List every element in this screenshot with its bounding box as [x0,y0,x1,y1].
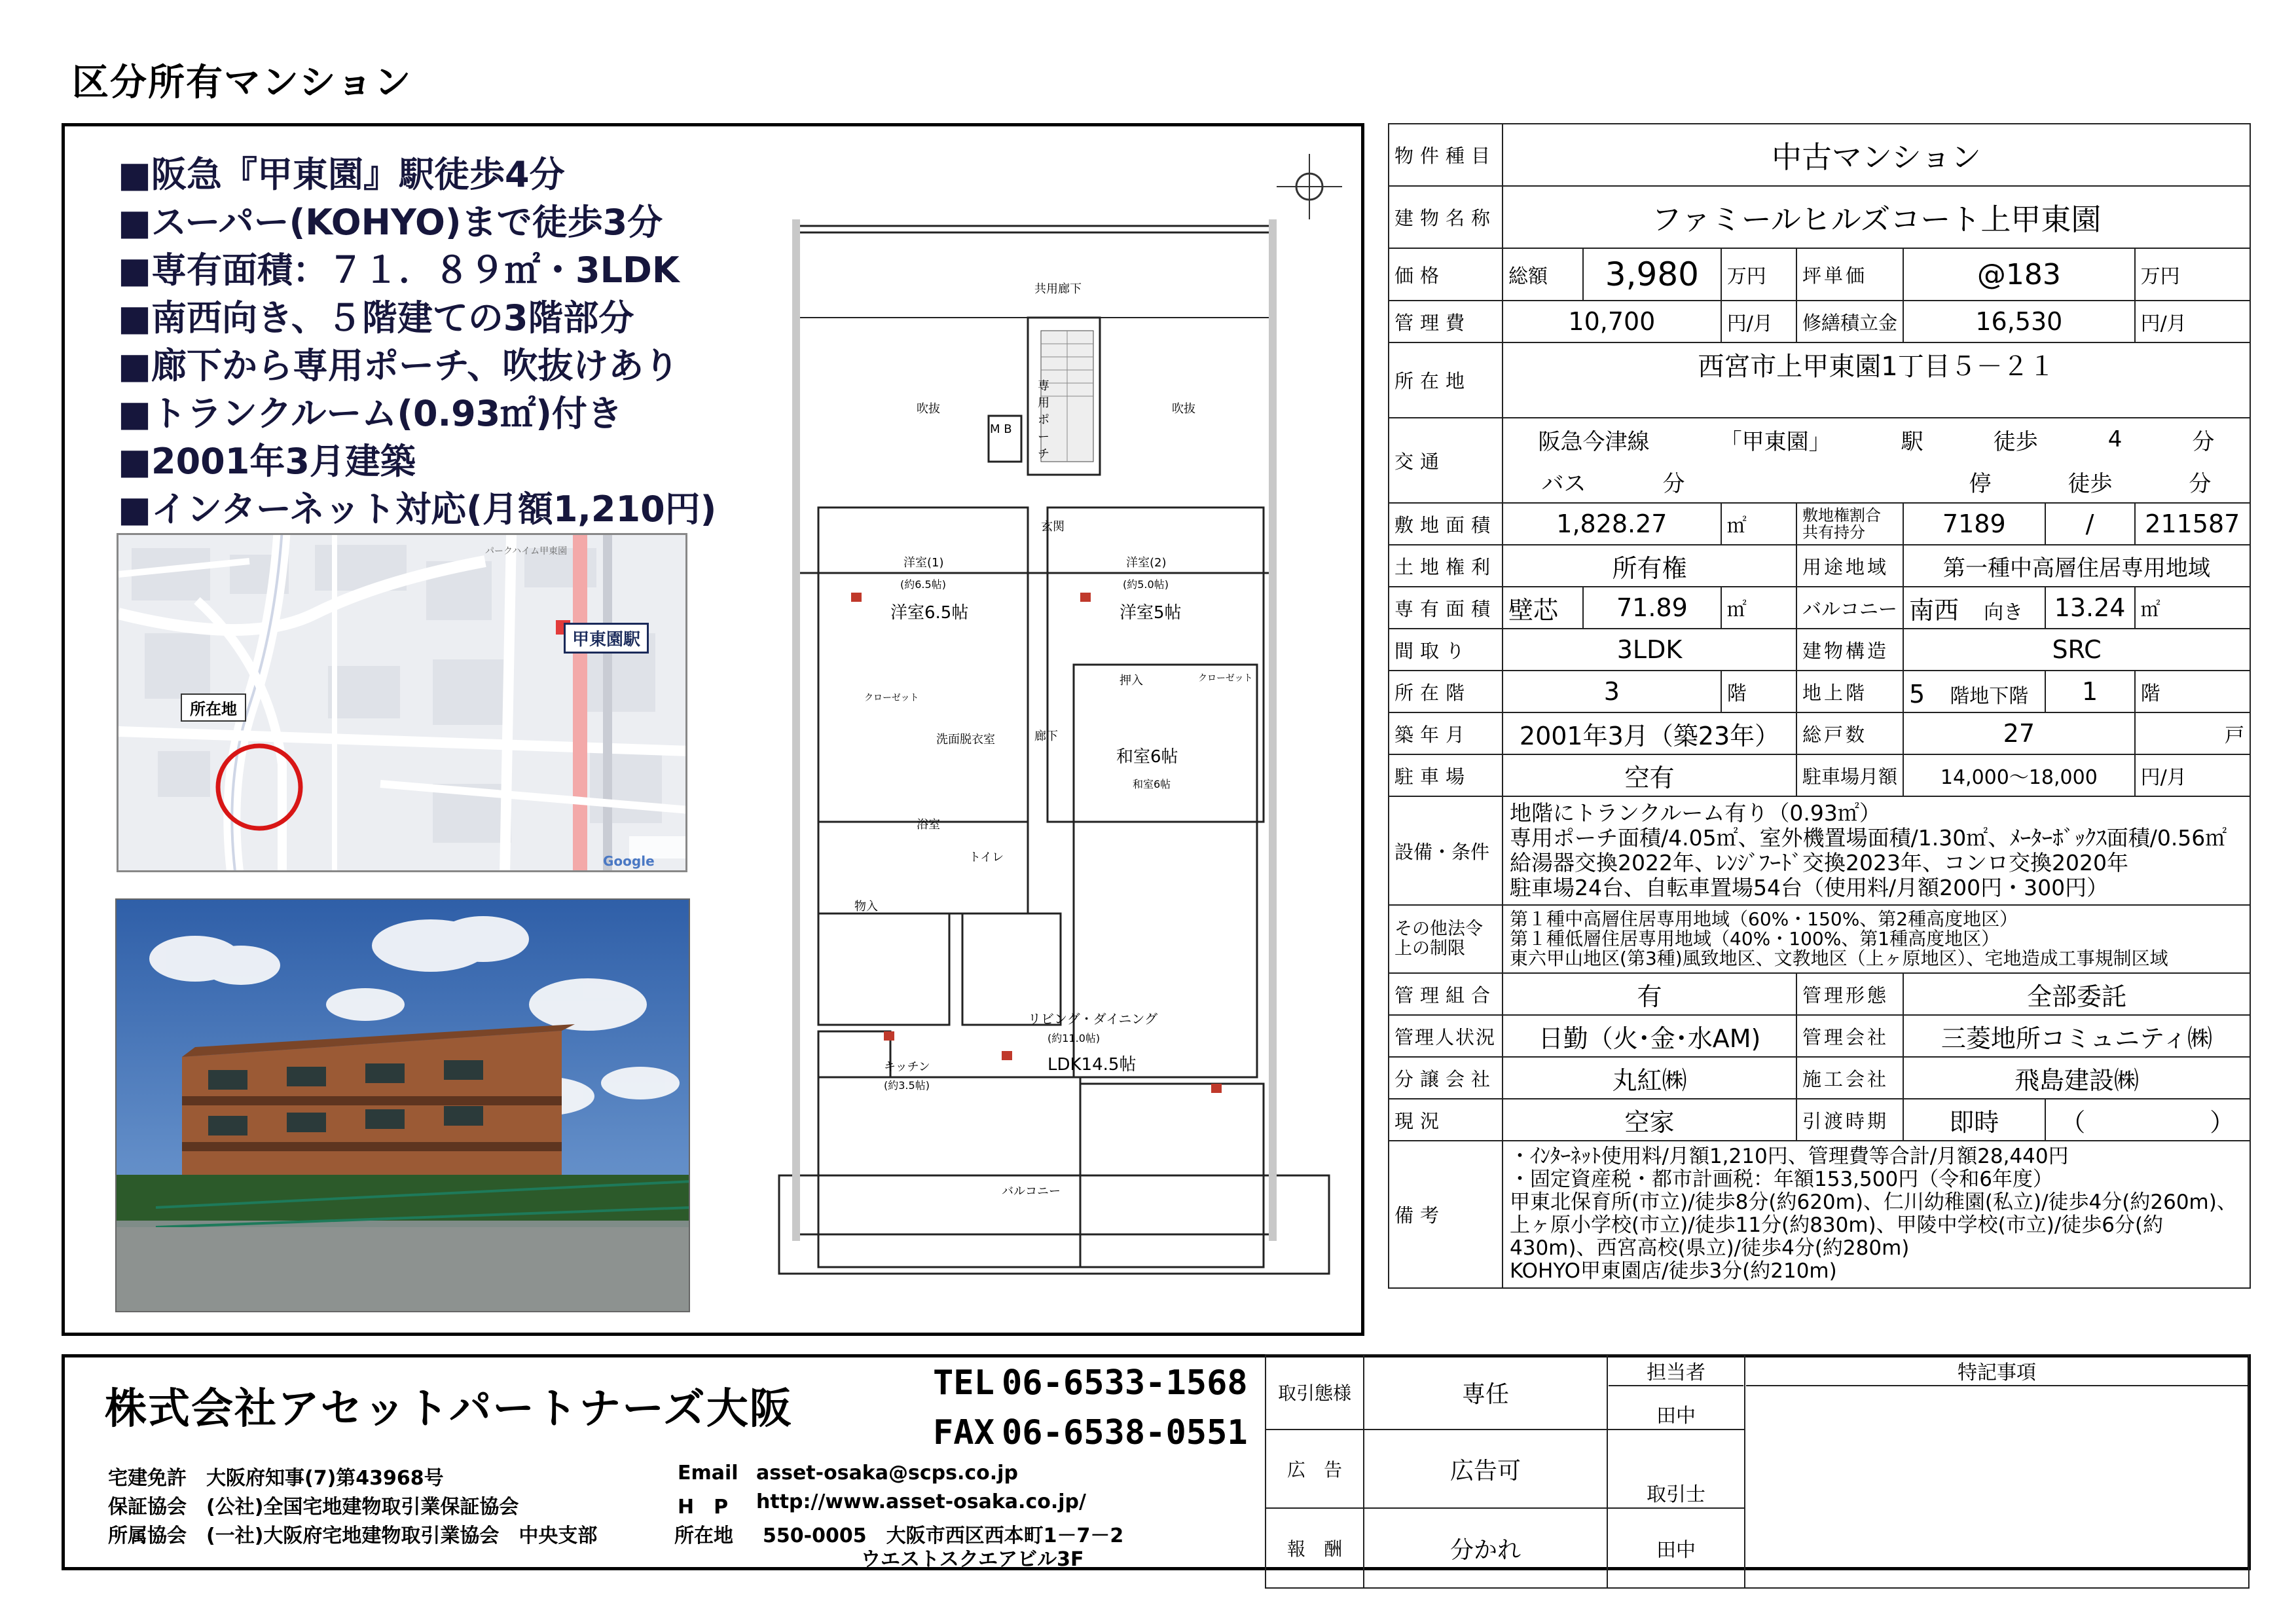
units-label: 総戸数 [1796,712,1903,754]
name-label: 建物名称 [1389,186,1503,248]
equip-line: 駐車場24台、自転車置場54台（使用料/月額200円・300円） [1510,875,2109,900]
feature-item: ■南西向き、５階建ての3階部分 [118,297,634,339]
mgmt-form-label: 管理形態 [1796,973,1903,1015]
floor-unit: 階 [1721,671,1796,712]
mgmt-form-value: 全部委託 [1903,973,2250,1015]
equip-line: 専用ポーチ面積/4.05㎡、室外機置場面積/1.30㎡、ﾒｰﾀｰﾎﾞｯｸｽ面積/0.56㎡ [1510,825,2227,851]
building-photo [115,898,690,1312]
fee-label: 報 酬 [1266,1508,1364,1588]
note-line: KOHYO甲東園店/徒歩3分(約210m) [1510,1259,1837,1283]
ad-label: 広 告 [1266,1430,1364,1508]
toho-min: 4 [2107,426,2123,452]
location-map[interactable] [117,533,687,872]
type-label: 物件種目 [1389,124,1503,186]
floor-plan [753,141,1355,1293]
room1-label: 洋室6.5帖 [890,603,969,623]
share-label-1: 敷地権割合 [1802,506,1882,525]
tei-text: 停 [1969,470,1992,497]
price-label: 価格 [1389,248,1503,301]
toho2-text: 徒歩 [2068,470,2113,497]
bus-fun-text: 分 [1662,470,1685,497]
price-total-label: 総額 [1503,248,1583,301]
bath-label: 浴室 [917,818,940,832]
units-value: 27 [1903,712,2135,754]
other-label [1389,905,1503,973]
balcony-muki-text: 向き [1984,600,2024,624]
mgmt-co-label: 管理会社 [1796,1015,1903,1057]
kanri-label: 管理費 [1389,301,1503,342]
equip-cell [1503,796,2250,905]
notes-cell [1503,1141,2250,1288]
feature-item: ■トランクルーム(0.93㎡)付き [118,393,623,434]
built-value: 2001年3月（築23年） [1503,712,1796,754]
agent-value: 田中 [1607,1508,1745,1588]
fee-value: 分かれ [1364,1508,1607,1588]
note-line: ・固定資産税・都市計画税：年額153,500円（令和6年度） [1510,1168,2053,1191]
shuzen-label: 修繕積立金 [1796,301,1903,342]
units-unit: 戸 [2135,712,2250,754]
location-label: 所在地 [181,693,246,722]
name-value: ファミールヒルズコート上甲東園 [1503,186,2250,248]
other-line: 東六甲山地区(第3種)風致地区、文教地区（上ヶ原地区）、宅地造成工事規制区域 [1510,948,2168,969]
fukinuke-right-label: 吹抜 [1172,402,1195,416]
corridor-label: 共用廊下 [1034,282,1082,296]
manager-label: 管理人状況 [1389,1015,1503,1057]
fax-label: FAX [933,1413,994,1452]
property-table [1388,123,2251,1289]
mb-label: M B [990,422,1012,436]
seller-value: 丸紅㈱ [1503,1057,1796,1099]
map-street-label: パークハイム甲東園 [485,546,568,557]
zoning-label: 用途地域 [1796,545,1903,587]
ldk-name: リビング・ダイニング [1028,1011,1157,1027]
room2-name: 洋室(2) [1126,556,1167,570]
remarks-cell [1745,1355,2249,1588]
feature-item: ■廊下から専用ポーチ、吹抜けあり [118,345,680,386]
bus-text: バス [1541,470,1586,497]
oshiire-label: 押入 [1120,674,1143,688]
status-label: 現況 [1389,1099,1503,1141]
balcony-unit: ㎡ [2135,587,2250,629]
floor-value: 3 [1503,671,1721,712]
balcony-value: 13.24 [2045,587,2135,629]
kanri-unit: 円/月 [1721,301,1796,342]
parking-label: 駐車場 [1389,754,1503,796]
handover-value: 即時 [1903,1099,2045,1141]
feature-item: ■2001年3月建築 [118,441,416,482]
toilet-label: トイレ [969,851,1004,864]
other-line: 第１種低層住居専用地域（40%・100%、第1種高度地区） [1510,928,2000,950]
building-photo-graphic [117,900,690,1312]
kitchen-label: キッチン [884,1060,930,1074]
floor-label: 所在階 [1389,671,1503,712]
other-cell [1503,905,2250,973]
share-den: 211587 [2135,503,2250,545]
washroom-label: 洗面脱衣室 [936,733,995,747]
notes-label: 備考 [1389,1141,1503,1288]
staff-cell [1607,1355,1745,1430]
addr-line2: ウエストスクエアビル3F [861,1548,1084,1571]
land-area-value: 1,828.27 [1503,503,1721,545]
feature-item: ■スーパー(KOHYO)まで徒歩3分 [118,202,663,243]
price-unit: 万円 [1721,248,1796,301]
toho-text: 徒歩 [1993,428,2038,455]
area-label: 専有面積 [1389,587,1503,629]
washitsu-label: 和室6帖 [1116,747,1178,767]
fax-number: 06-6538-0551 [1002,1413,1248,1452]
parking-fee-label: 駐車場月額 [1796,754,1903,796]
fun-text: 分 [2192,428,2215,455]
builder-label: 施工会社 [1796,1057,1903,1099]
below-unit: 階 [2135,671,2250,712]
feature-list [118,151,716,533]
room2-label: 洋室5帖 [1120,603,1182,623]
balcony-dir [1903,587,2045,629]
above-unit: 階 [1950,684,1970,708]
closet1-label: クローゼット [864,693,919,703]
closet2-label: クローゼット [1198,673,1253,684]
room2-size: (約5.0帖) [1123,578,1169,591]
hp-link[interactable]: http://www.asset-osaka.co.jp/ [756,1490,1086,1513]
area-unit: ㎡ [1721,587,1796,629]
parking-value: 空有 [1503,754,1796,796]
fukinuke-left-label: 吹抜 [917,402,940,416]
share-label [1796,503,1903,545]
built-label: 築年月 [1389,712,1503,754]
eki-text: 駅 [1901,428,1923,455]
tsubo-value: @183 [1903,248,2135,301]
google-logo: Google [603,853,655,869]
area-value: 71.89 [1583,587,1721,629]
feature-item: ■阪急『甲東園』駅徒歩4分 [118,154,565,195]
kitchen-size: (約3.5帖) [884,1079,930,1092]
storage-label: 物入 [854,900,878,913]
floor-plan-graphic [753,141,1355,1293]
ldk-size: (約11.0帖) [1048,1032,1101,1044]
association-text: 所属協会 (一社)大阪府宅地建物取引業協会 中央支部 [108,1524,598,1547]
price-value: 3,980 [1583,248,1721,301]
note-line: ・ｲﾝﾀｰﾈｯﾄ使用料/月額1,210円、管理費等合計/月額28,440円 [1510,1145,2069,1168]
land-right-label: 土地権利 [1389,545,1503,587]
company-name: 株式会社アセットパートナーズ大阪 [105,1385,793,1433]
room1-size: (約6.5帖) [900,578,946,591]
email-link[interactable]: asset-osaka@scps.co.jp [756,1462,1018,1485]
below-value: 1 [2045,671,2135,712]
note-line: 甲東北保育所(市立)/徒歩8分(約620m)、仁川幼稚園(私立)/徒歩4分(約260m)、上ヶ原小学校(市立)/徒歩11分(約830m)、甲陵中学校(市立)/徒歩6分(約430m)、西宮高校(県立)/徒歩4分(約280m) [1510,1190,2237,1260]
area-kind: 壁芯 [1503,587,1583,629]
structure-value: SRC [1903,629,2250,671]
staff-label: 担当者 [1609,1356,1743,1386]
balcony-label: バルコニー [1002,1185,1061,1198]
other-label-1: その他法令 [1394,919,1483,939]
equip-label: 設備・条件 [1389,796,1503,905]
handover-label: 引渡時期 [1796,1099,1903,1141]
ad-value: 広告可 [1364,1430,1607,1508]
balcony-dir-text: 南西 [1909,595,1959,625]
other-line: 第１種中高層住居専用地域（60%・150%、第2種高度地区） [1510,908,2018,930]
address-label: 所在地 [1389,342,1503,418]
remarks-label: 特記事項 [1746,1356,2248,1386]
manager-value: 日勤（火･金･水AM) [1503,1015,1796,1057]
zoning-value: 第一種中高層住居専用地域 [1903,545,2250,587]
share-label-2: 共有持分 [1802,523,1866,542]
shuzen-value: 16,530 [1903,301,2135,342]
fun2-text: 分 [2189,470,2212,497]
page-title: 区分所有マンション [72,62,412,104]
balcony-label: バルコニー [1796,587,1903,629]
deal-value: 専任 [1364,1355,1607,1430]
layout-value: 3LDK [1503,629,1796,671]
station-label: 甲東園駅 [564,623,649,654]
agent-label: 取引士 [1607,1430,1745,1508]
seller-label: 分譲会社 [1389,1057,1503,1099]
other-label-2: 上の制限 [1394,938,1465,959]
equip-line: 地階にトランクルーム有り（0.93㎡） [1510,800,1881,826]
share-num: 7189 [1903,503,2045,545]
addr-label: 所在地 [674,1524,733,1547]
deal-label: 取引態様 [1266,1355,1364,1430]
address-value: 西宮市上甲東園1丁目５－２１ [1503,342,2250,418]
transport-cell [1503,418,2250,503]
line-value: 阪急今津線 [1538,428,1650,455]
license-text: 宅建免許 大阪府知事(7)第43968号 [108,1467,444,1490]
room1-name: 洋室(1) [903,556,944,570]
ldk-label: LDK14.5帖 [1048,1055,1137,1075]
kanri-value: 10,700 [1503,301,1721,342]
feature-item: ■専有面積：７１．８９㎡・3LDK [118,249,680,291]
share-slash: / [2045,503,2135,545]
union-label: 管理組合 [1389,973,1503,1015]
washitsu-name: 和室6帖 [1133,778,1171,790]
structure-label: 建物構造 [1796,629,1903,671]
parking-fee-unit: 円/月 [2135,754,2250,796]
mgmt-co-value: 三菱地所コミュニティ㈱ [1903,1015,2250,1057]
land-area-unit: ㎡ [1721,503,1796,545]
below-label: 地下階 [1969,684,2029,708]
above-value: 5 [1909,679,1925,709]
type-value: 中古マンション [1503,124,2250,186]
hall-label: 廊下 [1034,729,1058,743]
tsubo-unit: 万円 [2135,248,2250,301]
land-right-value: 所有権 [1503,545,1796,587]
above-label: 地上階 [1796,671,1903,712]
email-label: Email [678,1462,738,1485]
parking-fee-value: 14,000～18,000 [1903,754,2135,796]
genkan-label: 玄関 [1041,520,1065,534]
feature-item: ■インターネット対応(月額1,210円) [118,489,717,530]
addr-line1: 550-0005 大阪市西区西本町1－7－2 [763,1524,1124,1547]
tsubo-label: 坪単価 [1796,248,1903,301]
deal-table [1265,1354,2250,1589]
handover-paren: （ ） [2045,1099,2250,1141]
staff-value: 田中 [1656,1405,1696,1428]
land-area-label: 敷地面積 [1389,503,1503,545]
layout-label: 間取り [1389,629,1503,671]
station-value: 「甲東園」 [1719,428,1831,455]
builder-value: 飛島建設㈱ [1903,1057,2250,1099]
porch-label: 専用ポーチ [1038,379,1049,461]
shuzen-unit: 円/月 [2135,301,2250,342]
equip-line: 給湯器交換2022年、ﾚﾝｼﾞﾌｰﾄﾞ交換2023年、コンロ交換2020年 [1510,850,2128,876]
status-value: 空家 [1503,1099,1796,1141]
guarantee-text: 保証協会 (公社)全国宅地建物取引業保証協会 [108,1496,519,1519]
tel-number[interactable]: 06-6533-1568 [1002,1363,1248,1403]
transport-label: 交通 [1389,418,1503,503]
tel-label: TEL [933,1363,994,1403]
above-cell [1903,671,2045,712]
union-value: 有 [1503,973,1796,1015]
hp-label: H P [678,1496,729,1519]
